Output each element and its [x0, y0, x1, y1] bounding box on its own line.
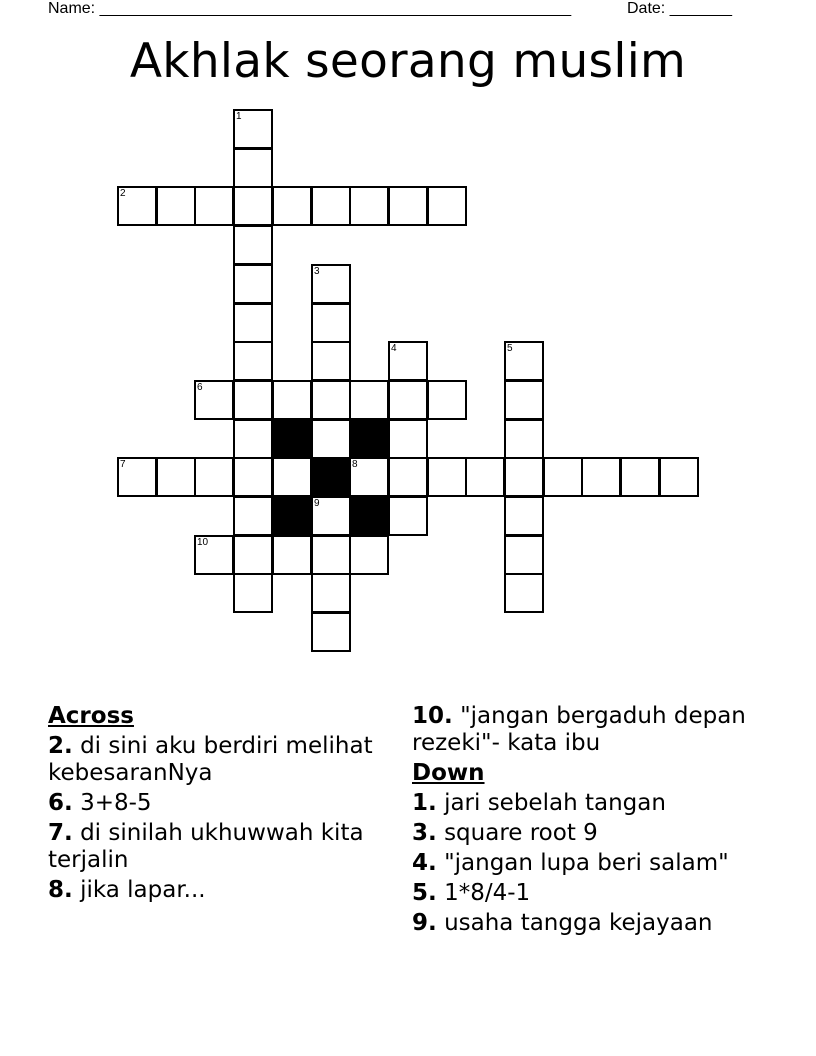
crossword-cell[interactable]	[272, 186, 312, 226]
crossword-cell[interactable]	[620, 457, 660, 497]
crossword-cell[interactable]	[233, 457, 273, 497]
clue-number: 5	[507, 343, 513, 354]
crossword-cell[interactable]	[233, 496, 273, 536]
date-field[interactable]: Date: _______	[627, 0, 732, 17]
crossword-black-cell	[272, 496, 312, 536]
clue-number: 7	[120, 459, 126, 470]
clues-right-column	[412, 703, 782, 940]
crossword-cell[interactable]	[233, 419, 273, 459]
clues-left-column	[48, 703, 378, 907]
crossword-cell[interactable]	[156, 186, 196, 226]
crossword-cell[interactable]	[311, 303, 351, 343]
crossword-cell[interactable]	[272, 535, 312, 575]
crossword-cell[interactable]	[233, 264, 273, 304]
crossword-cell[interactable]	[233, 535, 273, 575]
crossword-cell[interactable]	[465, 457, 505, 497]
down-clue: 3. square root 9	[412, 820, 598, 846]
crossword-cell[interactable]	[311, 496, 351, 536]
down-clue: 5. 1*8/4-1	[412, 880, 531, 906]
crossword-cell[interactable]	[427, 457, 467, 497]
crossword-cell[interactable]	[311, 186, 351, 226]
clue-number: 6	[197, 382, 203, 393]
across-clue: 7. di sinilah ukhuwwah kita terjalin	[48, 820, 364, 873]
down-clue: 9. usaha tangga kejayaan	[412, 910, 713, 936]
across-clue: 6. 3+8-5	[48, 790, 152, 816]
crossword-black-cell	[349, 496, 389, 536]
crossword-cell[interactable]	[311, 612, 351, 652]
crossword-cell[interactable]	[504, 380, 544, 420]
crossword-cell[interactable]	[272, 380, 312, 420]
across-clue: 2. di sini aku berdiri melihat kebesaranNya	[48, 733, 373, 786]
crossword-cell[interactable]	[194, 186, 234, 226]
crossword-cell[interactable]	[349, 535, 389, 575]
crossword-cell[interactable]	[311, 535, 351, 575]
crossword-cell[interactable]	[427, 186, 467, 226]
crossword-black-cell	[311, 457, 351, 497]
crossword-black-cell	[272, 419, 312, 459]
name-field[interactable]: Name: _____________________________________________________	[48, 0, 572, 17]
crossword-cell[interactable]	[349, 186, 389, 226]
crossword-cell[interactable]	[388, 341, 428, 381]
crossword-cell[interactable]	[233, 186, 273, 226]
crossword-cell[interactable]	[311, 264, 351, 304]
crossword-cell[interactable]	[581, 457, 621, 497]
crossword-cell[interactable]	[504, 535, 544, 575]
clue-number: 9	[314, 498, 320, 509]
crossword-cell[interactable]	[311, 419, 351, 459]
crossword-cell[interactable]	[117, 457, 157, 497]
crossword-cell[interactable]	[311, 341, 351, 381]
crossword-cell[interactable]	[311, 573, 351, 613]
crossword-cell[interactable]	[117, 186, 157, 226]
crossword-cell[interactable]	[504, 419, 544, 459]
crossword-cell[interactable]	[233, 225, 273, 265]
crossword-cell[interactable]	[194, 380, 234, 420]
crossword-cell[interactable]	[233, 341, 273, 381]
crossword-cell[interactable]	[233, 109, 273, 149]
crossword-cell[interactable]	[156, 457, 196, 497]
page-title: Akhlak seorang muslim	[129, 34, 687, 89]
crossword-cell[interactable]	[233, 380, 273, 420]
crossword-cell[interactable]	[311, 380, 351, 420]
crossword-cell[interactable]	[349, 380, 389, 420]
crossword-black-cell	[349, 419, 389, 459]
clue-number: 2	[120, 188, 126, 199]
clue-number: 4	[391, 343, 397, 354]
across-heading: Across	[48, 703, 134, 729]
crossword-cell[interactable]	[543, 457, 583, 497]
down-clue: 4. "jangan lupa beri salam"	[412, 850, 729, 876]
crossword-cell[interactable]	[194, 457, 234, 497]
crossword-cell[interactable]	[504, 457, 544, 497]
crossword-cell[interactable]	[349, 457, 389, 497]
crossword-cell[interactable]	[233, 573, 273, 613]
crossword-cell[interactable]	[233, 303, 273, 343]
clue-number: 1	[236, 111, 242, 122]
down-clue: 1. jari sebelah tangan	[412, 790, 666, 816]
crossword-cell[interactable]	[233, 148, 273, 188]
crossword-cell[interactable]	[504, 573, 544, 613]
down-heading: Down	[412, 760, 485, 786]
crossword-cell[interactable]	[272, 457, 312, 497]
crossword-cell[interactable]	[194, 535, 234, 575]
crossword-cell[interactable]	[388, 419, 428, 459]
clue-number: 3	[314, 266, 320, 277]
clue-number: 10	[197, 537, 209, 548]
crossword-cell[interactable]	[659, 457, 699, 497]
crossword-cell[interactable]	[388, 457, 428, 497]
across-clue: 10. "jangan bergaduh depan rezeki"- kata ibu	[412, 703, 746, 756]
clue-number: 8	[352, 459, 358, 470]
crossword-cell[interactable]	[388, 496, 428, 536]
crossword-cell[interactable]	[388, 380, 428, 420]
crossword-cell[interactable]	[388, 186, 428, 226]
across-clue: 8. jika lapar...	[48, 877, 206, 903]
crossword-cell[interactable]	[427, 380, 467, 420]
crossword-cell[interactable]	[504, 341, 544, 381]
crossword-cell[interactable]	[504, 496, 544, 536]
